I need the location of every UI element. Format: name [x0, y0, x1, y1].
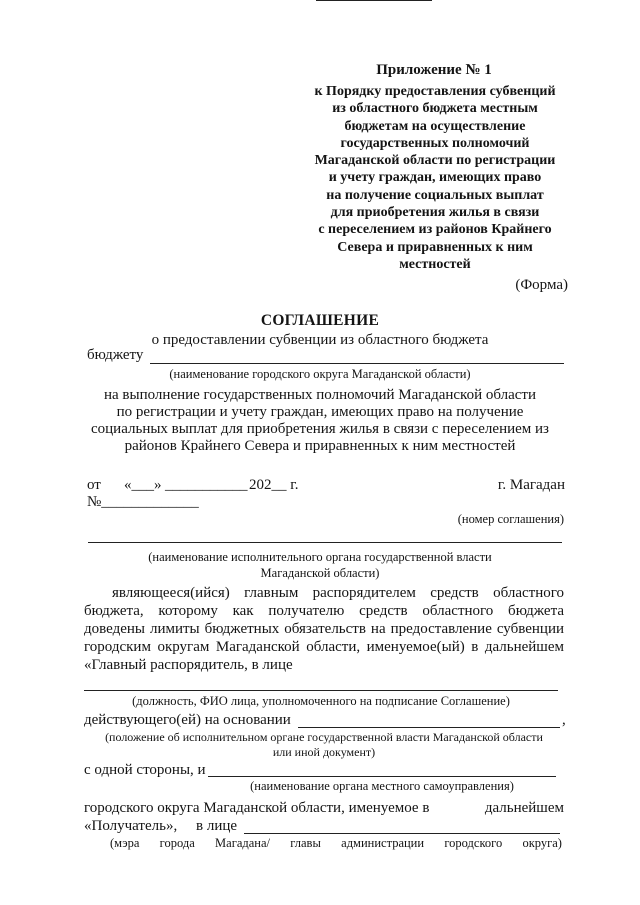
paragraph-line: бюджета, которому как получателю средств областного бюджета: [84, 603, 564, 619]
annex-line: Севера и приравненных к ним: [337, 239, 533, 255]
purpose-line: по регистрации и учету граждан, имеющих право на получение: [116, 404, 524, 420]
basis-field-line[interactable]: [298, 727, 560, 728]
district-text-end: дальнейшем: [484, 800, 564, 816]
recipient-label: «Получатель»,: [84, 818, 178, 834]
annex-line: с переселением из районов Крайнего: [318, 222, 552, 238]
basis-hint: [84, 730, 564, 760]
main-paragraph: [84, 584, 564, 674]
form-label: (Форма): [515, 277, 568, 293]
annex-line: и учету граждан, имеющих право: [328, 170, 542, 186]
purpose-line: районов Крайнего Севера и приравненных к ним местностей: [124, 438, 516, 454]
district-text: городского округа Магаданской области, именуемое в: [84, 800, 430, 816]
date-year: 202__ г.: [249, 477, 299, 493]
mayor-hint-word: администрации: [341, 836, 425, 850]
agreement-subtitle: о предоставлении субвенции из областного бюджета: [151, 332, 489, 348]
basis-comma: ,: [562, 712, 566, 728]
budget-field-line[interactable]: [150, 363, 564, 364]
annex-line: государственных полномочий: [340, 135, 530, 151]
paragraph-line: доведены лимиты бюджетных обязательств на предоставление субвенции: [84, 621, 564, 637]
agreement-title: СОГЛАШЕНИЕ: [260, 312, 380, 329]
purpose-line: на выполнение государственных полномочий Магаданской области: [104, 387, 536, 403]
date-day-field[interactable]: «___»: [124, 477, 162, 493]
annex-line: на получение социальных выплат: [326, 187, 544, 203]
agreement-number-field[interactable]: №_____________: [87, 494, 199, 510]
mayor-hint-word: главы: [290, 836, 321, 850]
in-person-label: в лице: [196, 818, 238, 834]
basis-hint-line: или иной документ): [272, 745, 376, 759]
executive-hint-line: (наименование исполнительного органа государственной власти: [148, 550, 492, 564]
mayor-hint-word: округа): [522, 836, 562, 850]
agreement-number-hint: (номер соглашения): [457, 512, 564, 526]
local-body-field-line[interactable]: [208, 776, 556, 777]
local-body-hint: (наименование органа местного самоуправления): [250, 779, 514, 793]
mayor-hint-word: городского: [444, 836, 503, 850]
annex-line: Магаданской области по регистрации: [314, 153, 556, 169]
executive-hint-line: Магаданской области): [260, 566, 380, 580]
official-hint: (должность, ФИО лица, уполномоченного на подписание Соглашение): [132, 694, 510, 708]
recipient-person-field-line[interactable]: [244, 833, 560, 834]
district-line: [84, 800, 564, 817]
budget-hint: (наименование городского округа Магаданской области): [169, 367, 471, 381]
date-month-field[interactable]: ___________: [165, 477, 248, 493]
paragraph-line: городским округам Магаданской области, именуемое(ый) в дальнейшем: [84, 639, 564, 655]
mayor-hint: [110, 836, 562, 851]
mayor-hint-word: города: [159, 836, 195, 850]
annex-line: бюджетам на осуществление: [344, 118, 526, 134]
annex-line: к Порядку предоставления субвенций: [314, 84, 556, 99]
executive-field-line[interactable]: [88, 542, 562, 543]
purpose-line: социальных выплат для приобретения жилья в связи с переселением из: [91, 421, 549, 437]
annex-line: местностей: [399, 256, 471, 272]
official-field-line[interactable]: [84, 690, 558, 691]
purpose-block: [60, 387, 580, 455]
date-from-label: от: [87, 477, 101, 493]
top-rule: [316, 0, 432, 1]
annex-title: Приложение № 1: [376, 62, 492, 78]
basis-hint-line: (положение об исполнительном органе государственной власти Магаданской области: [105, 730, 543, 744]
one-side-label: с одной стороны, и: [84, 762, 206, 778]
executive-hint: [60, 549, 580, 581]
paragraph-line: «Главный распорядитель, в лице: [84, 657, 293, 673]
budget-label: бюджету: [87, 347, 144, 363]
annex-line: из областного бюджета местным: [332, 101, 538, 117]
basis-label: действующего(ей) на основании: [84, 712, 291, 728]
annex-body: [300, 83, 570, 273]
mayor-hint-word: Магадана/: [215, 836, 271, 850]
city-label: г. Магадан: [497, 477, 565, 493]
mayor-hint-word: (мэра: [110, 836, 140, 850]
annex-line: для приобретения жилья в связи: [330, 205, 540, 221]
paragraph-line: являющееся(ийся) главным распорядителем средств областного: [112, 585, 564, 601]
